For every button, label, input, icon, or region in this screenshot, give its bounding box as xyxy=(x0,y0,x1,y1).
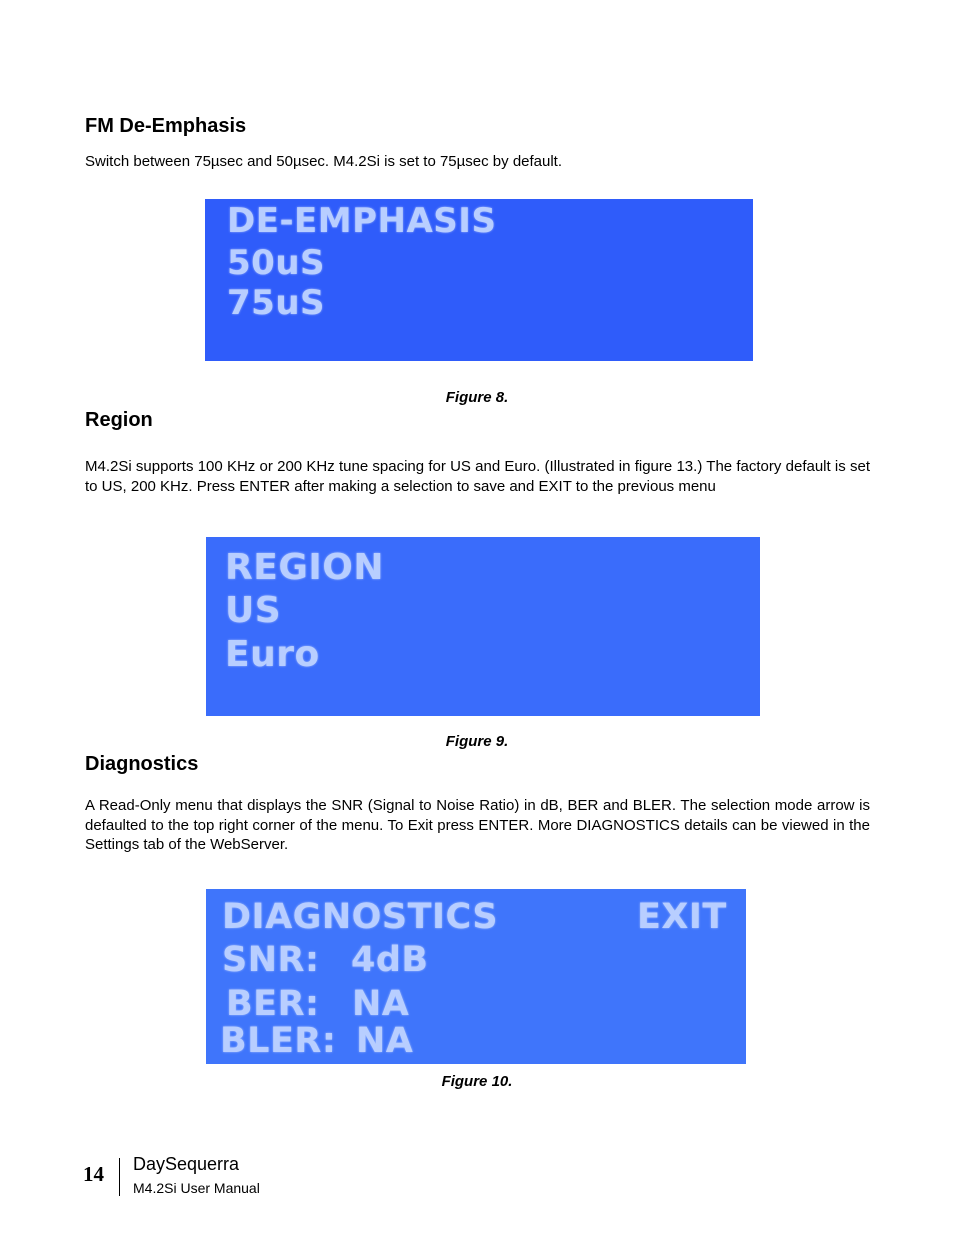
lcd-row-label-ber: BER: xyxy=(226,984,320,1024)
lcd-row-label-snr: SNR: xyxy=(222,940,320,980)
lcd-display-diagnostics xyxy=(206,889,746,1064)
figure-caption-8: Figure 8. xyxy=(445,389,509,406)
footer-manual-title: M4.2Si User Manual xyxy=(133,1180,260,1196)
lcd-display-deemphasis xyxy=(205,199,753,361)
lcd-line-title: DE-EMPHASIS xyxy=(227,201,497,241)
region-description: M4.2Si supports 100 KHz or 200 KHz tune spacing for US and Euro. (Illustrated in figure 13.) The factory default is set to US, 200 KHz. Press ENTER after making a selection to save and EXIT to the previous menu xyxy=(85,458,870,495)
lcd-line-option: Euro xyxy=(225,634,320,675)
figure-caption-10: Figure 10. xyxy=(441,1073,513,1090)
diagnostics-description: A Read-Only menu that displays the SNR (Signal to Noise Ratio) in dB, BER and BLER. The selection mode arrow is defaulted to the top right corner of the menu. To Exit press ENTER. More DIAGNOSTICS details can be viewed in the Settings tab of the WebServer. xyxy=(85,797,870,853)
footer-divider xyxy=(119,1158,120,1196)
lcd-display-region xyxy=(206,537,760,716)
lcd-line-option: US xyxy=(225,590,282,631)
lcd-row-value-bler: NA xyxy=(356,1021,414,1061)
lcd-row-value-ber: NA xyxy=(352,984,410,1024)
lcd-row-label-bler: BLER: xyxy=(220,1021,337,1061)
lcd-line-option: 50uS xyxy=(227,243,326,283)
page-number: 14 xyxy=(83,1162,104,1186)
lcd-row-value-snr: 4dB xyxy=(351,940,429,980)
lcd-line-title: REGION xyxy=(225,547,384,588)
lcd-line-option: 75uS xyxy=(227,283,326,323)
fm-deemphasis-description: Switch between 75µsec and 50µsec. M4.2Si is set to 75µsec by default. xyxy=(85,153,563,170)
footer-brand: DaySequerra xyxy=(133,1154,240,1174)
section-heading-region: Region xyxy=(85,409,153,431)
lcd-line-title: DIAGNOSTICS xyxy=(222,897,499,937)
section-heading-fm-deemphasis: FM De-Emphasis xyxy=(85,115,247,137)
figure-caption-9: Figure 9. xyxy=(445,733,509,750)
section-heading-diagnostics: Diagnostics xyxy=(85,753,199,775)
lcd-exit-label: EXIT xyxy=(637,897,727,937)
